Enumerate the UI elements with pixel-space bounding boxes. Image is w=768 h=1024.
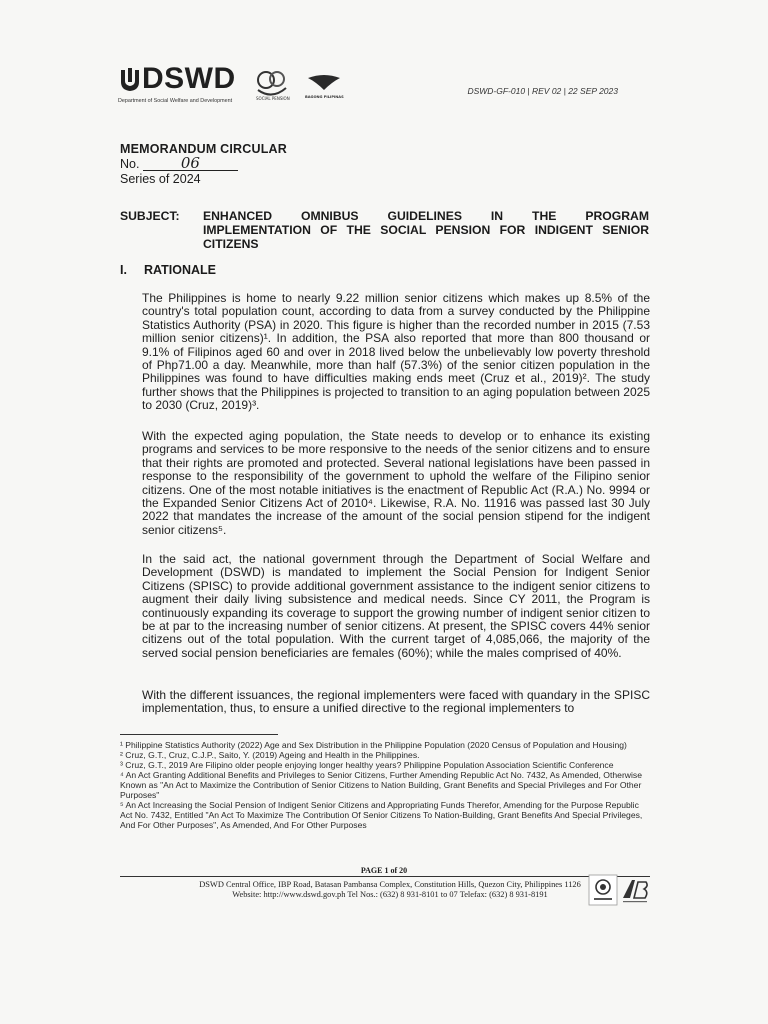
accreditation-icon bbox=[620, 876, 650, 906]
subject-line-1: ENHANCED OMNIBUS GUIDELINES IN THE PROGRAM bbox=[203, 209, 649, 223]
footnote: ² Cruz, G.T., Cruz, C.J.P., Saito, Y. (2019) Ageing and Health in the Philippines. bbox=[120, 750, 420, 760]
document-reference: DSWD-GF-010 | REV 02 | 22 SEP 2023 bbox=[467, 86, 618, 96]
memo-title: MEMORANDUM CIRCULAR bbox=[120, 142, 287, 156]
social-pension-emblem-icon bbox=[252, 66, 292, 102]
memo-series: Series of 2024 bbox=[120, 172, 201, 186]
paragraph: With the different issuances, the regional implementers were faced with quandary in the SPISC implementation, thus, to ensure a unified directive to the regional implementers to bbox=[142, 688, 650, 716]
page-number: PAGE 1 of 20 bbox=[360, 866, 408, 875]
memo-number-line bbox=[120, 154, 287, 172]
footnote: ⁵ An Act Increasing the Social Pension of Indigent Senior Citizens and Appropriating Funds Therefor, Amending for the Purpose Republic Act No. 7432, Entitled "An Act To Maximize The Contribution Of Senior Citizens To Nation-Building, Grant Benefits And Special Privileges, And For Other Purposes", As Amended, And For Other Purposes bbox=[120, 800, 643, 830]
dswd-hands-icon bbox=[118, 66, 142, 92]
subject-line-2: IMPLEMENTATION OF THE SOCIAL PENSION FOR INDIGENT SENIOR CITIZENS bbox=[203, 223, 649, 251]
dswd-logo bbox=[118, 64, 348, 108]
subject-label: SUBJECT: bbox=[120, 209, 180, 223]
paragraph: In the said act, the national government through the Department of Social Welfare and Development (DSWD) is mandated to implement the Social Pension for Indigent Senior Citizens (SPISC) to provide additional government assistance to the indigent senior citizens to augment their daily living subsistence and medical needs. Since CY 2011, the Program is continuously expanding its coverage to support the growing number of indigent senior citizen to be at par to the increasing number of senior citizens. At present, the SPISC covers 44% senior citizens out of the total population. With the current target of 4,085,066, the majority of the served social pension beneficiaries are females (60%); while the males comprised of 40%. bbox=[142, 552, 650, 660]
memo-block bbox=[120, 142, 287, 187]
paragraph: The Philippines is home to nearly 9.22 million senior citizens which makes up 8.5% of the country's total population count, according to data from a survey conducted by the Philippine Statistics Authority (PSA) in 2020. This figure is higher than the recorded number in 2015 (7.53 million senior citizens)¹. In addition, the PSA also reported that more than 800 thousand or 9.1% of Filipinos aged 60 and over in 2018 lived below the unbelievably low poverty threshold of Php71.00 a day. Meanwhile, more than half (57.3%) of the senior citizen population in the Philippines was found to have difficulties making ends meet (Cruz et al., 2019)². The study further shows that the Philippines is projected to transition to an aging population between 2025 to 2030 (Cruz, 2019)³. bbox=[142, 291, 650, 413]
memo-number-label: No. bbox=[120, 157, 140, 171]
bagong-pilipinas-emblem-icon bbox=[304, 70, 344, 100]
footer-address-block bbox=[190, 880, 590, 900]
emblem2-caption: BAGONG PILIPINAS bbox=[305, 95, 344, 99]
paragraph: With the expected aging population, the State needs to develop or to enhance its existing programs and services to be more responsive to the needs of the senior citizens and to ensure that their rights are promoted and protected. Several national legislations have been passed in response to the responsibility of the government to uphold the welfare of the Filipino senior citizens. One of the most notable initiatives is the enactment of Republic Act (R.A.) No. 9994 or the Expanded Senior Citizens Act of 2010⁴. Likewise, R.A. No. 11916 was passed last 30 July 2022 that mandates the increase of the amount of the social pension stipend for the indigent senior citizens⁵. bbox=[142, 429, 650, 537]
iso-certification-icon bbox=[588, 874, 618, 906]
section-number: I. bbox=[120, 263, 127, 277]
section-title: RATIONALE bbox=[144, 263, 216, 277]
footer-contact: Website: http://www.dswd.gov.ph Tel Nos.: (632) 8 931-8101 to 07 Telefax: (632) 8 931-8191 bbox=[232, 890, 548, 899]
logo-text: DSWD bbox=[142, 62, 236, 95]
memo-number-value: 06 bbox=[143, 157, 238, 171]
footer-address: DSWD Central Office, IBP Road, Batasan Pambansa Complex, Constitution Hills, Quezon City, Philippines 1126 bbox=[199, 880, 581, 889]
footer-divider bbox=[120, 876, 650, 877]
emblem1-caption: SOCIAL PENSION bbox=[256, 96, 290, 101]
subject-text bbox=[203, 209, 649, 251]
logo-subtitle: Department of Social Welfare and Development bbox=[118, 98, 233, 104]
footnotes bbox=[120, 740, 650, 830]
footnote: ¹ Philippine Statistics Authority (2022) Age and Sex Distribution in the Philippine Population (2020 Census of Population and Housing) bbox=[120, 740, 627, 750]
footnote: ⁴ An Act Granting Additional Benefits and Privileges to Senior Citizens, Further Amending Republic Act No. 7432, As Amended, Otherwise Known as "An Act to Maximize the Contribution of Senior Citizens to Nation Building, Grant Benefits and Special Privileges and For Other Purposes" bbox=[120, 770, 642, 800]
footnote-divider bbox=[120, 734, 278, 735]
section-heading bbox=[120, 263, 216, 277]
footnote: ³ Cruz, G.T., 2019 Are Filipino older people enjoying longer healthy years? Philippine Population Association Scientific Conference bbox=[120, 760, 614, 770]
